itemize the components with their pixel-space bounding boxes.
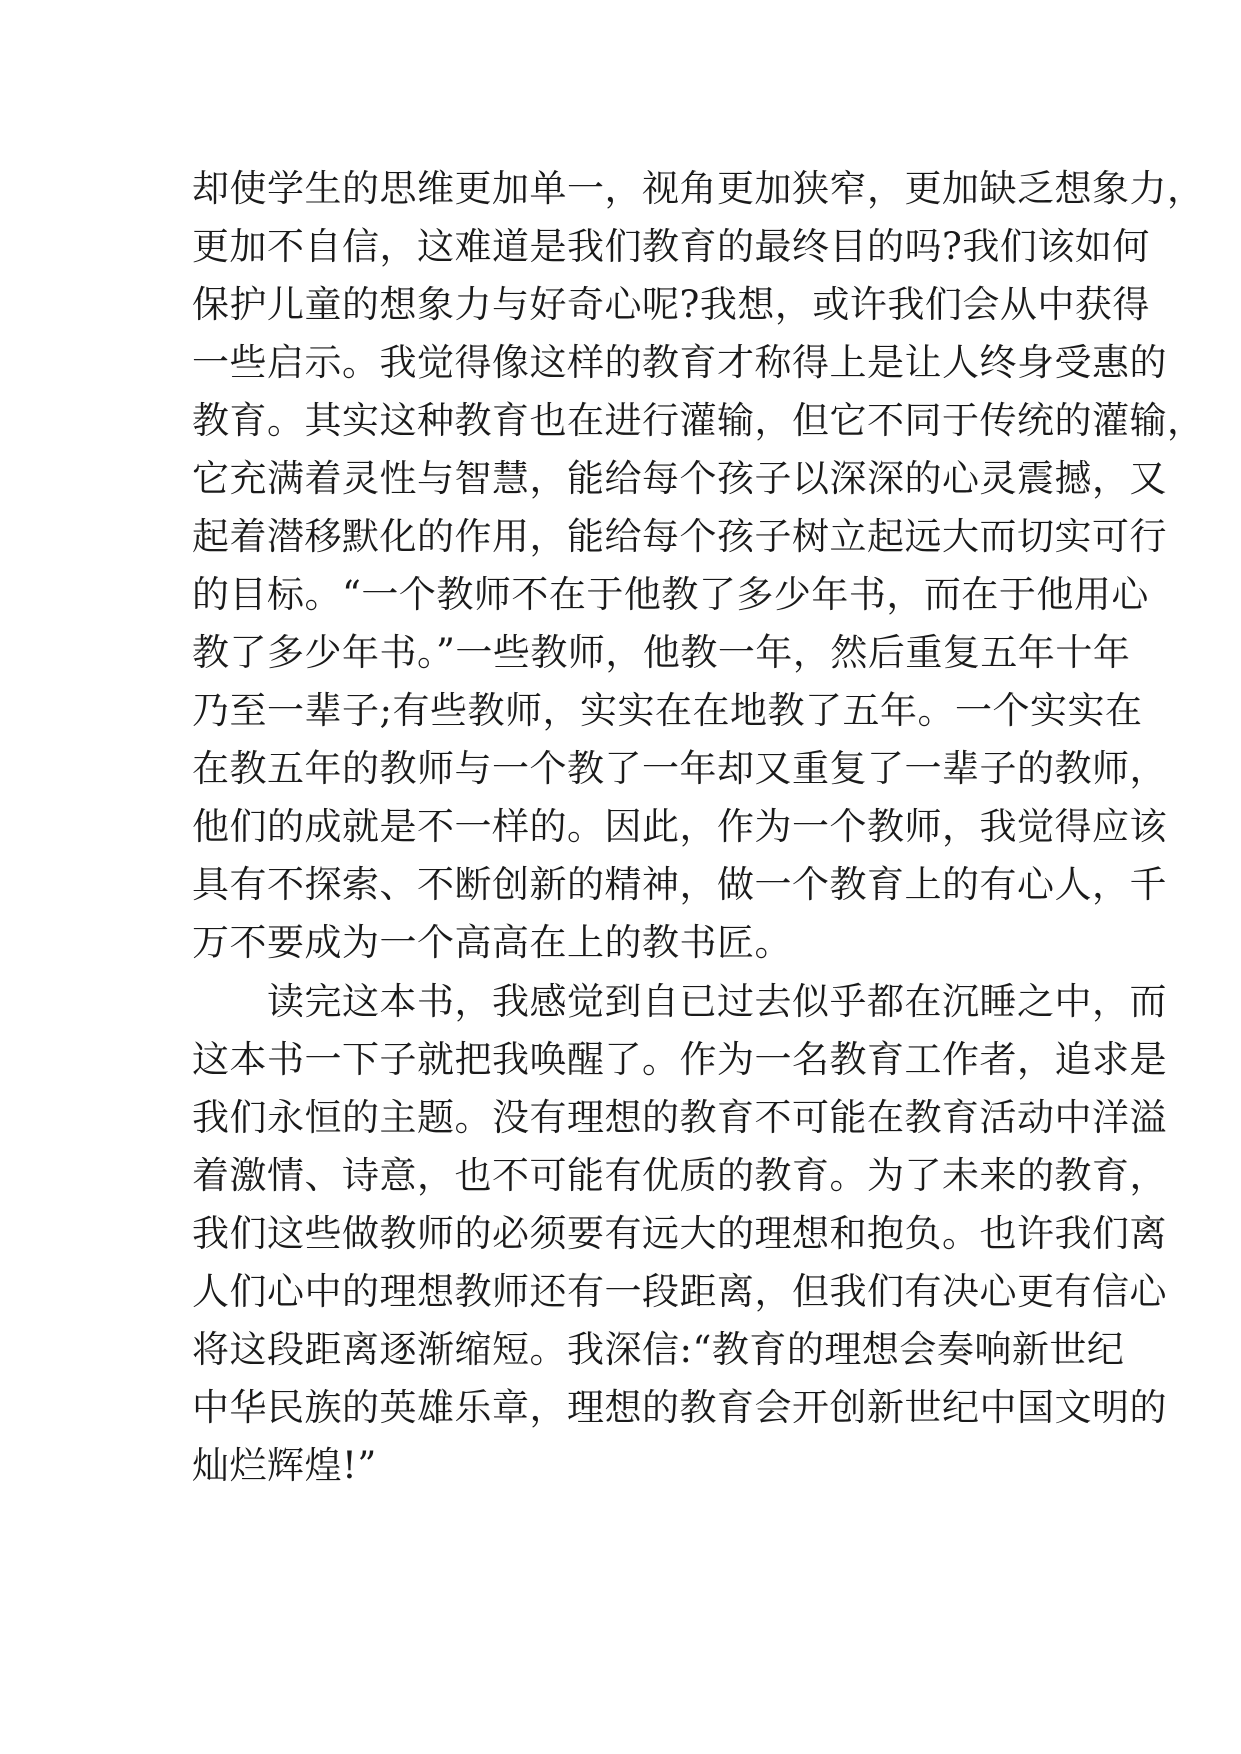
paragraph-line: 起着潜移默化的作用，能给每个孩子树立起远大而切实可行 bbox=[192, 515, 1167, 558]
paragraph-line: 乃至一辈子;有些教师，实实在在地教了五年。一个实实在 bbox=[192, 689, 1143, 732]
paragraph-2 bbox=[192, 973, 1167, 1495]
paragraph-line: 却使学生的思维更加单一，视角更加狭窄，更加缺乏想象力， bbox=[192, 167, 1205, 210]
paragraph-line: 在教五年的教师与一个教了一年却又重复了一辈子的教师， bbox=[192, 747, 1167, 790]
paragraph-line: 教了多少年书。”一些教师，他教一年，然后重复五年十年 bbox=[192, 631, 1131, 674]
paragraph-line: 我们永恒的主题。没有理想的教育不可能在教育活动中洋溢 bbox=[192, 1096, 1167, 1139]
paragraph-line: 他们的成就是不一样的。因此，作为一个教师，我觉得应该 bbox=[192, 805, 1167, 848]
paragraph-line: 我们这些做教师的必须要有远大的理想和抱负。也许我们离 bbox=[192, 1212, 1167, 1255]
paragraph-line: 着激情、诗意，也不可能有优质的教育。为了未来的教育， bbox=[192, 1154, 1167, 1197]
paragraph-line: 将这段距离逐渐缩短。我深信:“教育的理想会奏响新世纪 bbox=[192, 1328, 1125, 1371]
paragraph-line: 中华民族的英雄乐章，理想的教育会开创新世纪中国文明的 bbox=[192, 1386, 1167, 1429]
paragraph-line: 保护儿童的想象力与好奇心呢?我想，或许我们会从中获得 bbox=[192, 283, 1150, 326]
paragraph-line: 灿烂辉煌!” bbox=[192, 1444, 377, 1487]
paragraph-line: 读完这本书，我感觉到自已过去似乎都在沉睡之中，而 bbox=[192, 980, 1167, 1023]
paragraph-1 bbox=[192, 160, 1205, 972]
paragraph-line: 万不要成为一个高高在上的教书匠。 bbox=[192, 921, 792, 964]
paragraph-line: 更加不自信，这难道是我们教育的最终目的吗?我们该如何 bbox=[192, 225, 1150, 268]
paragraph-line: 具有不探索、不断创新的精神，做一个教育上的有心人，千 bbox=[192, 863, 1167, 906]
paragraph-line: 的目标。“一个教师不在于他教了多少年书，而在于他用心 bbox=[192, 573, 1149, 616]
paragraph-line: 人们心中的理想教师还有一段距离，但我们有决心更有信心 bbox=[192, 1270, 1167, 1313]
paragraph-line: 教育。其实这种教育也在进行灌输，但它不同于传统的灌输， bbox=[192, 399, 1205, 442]
paragraph-line: 这本书一下子就把我唤醒了。作为一名教育工作者，追求是 bbox=[192, 1038, 1167, 1081]
paragraph-line: 它充满着灵性与智慧，能给每个孩子以深深的心灵震撼，又 bbox=[192, 457, 1167, 500]
paragraph-line: 一些启示。我觉得像这样的教育才称得上是让人终身受惠的 bbox=[192, 341, 1167, 384]
